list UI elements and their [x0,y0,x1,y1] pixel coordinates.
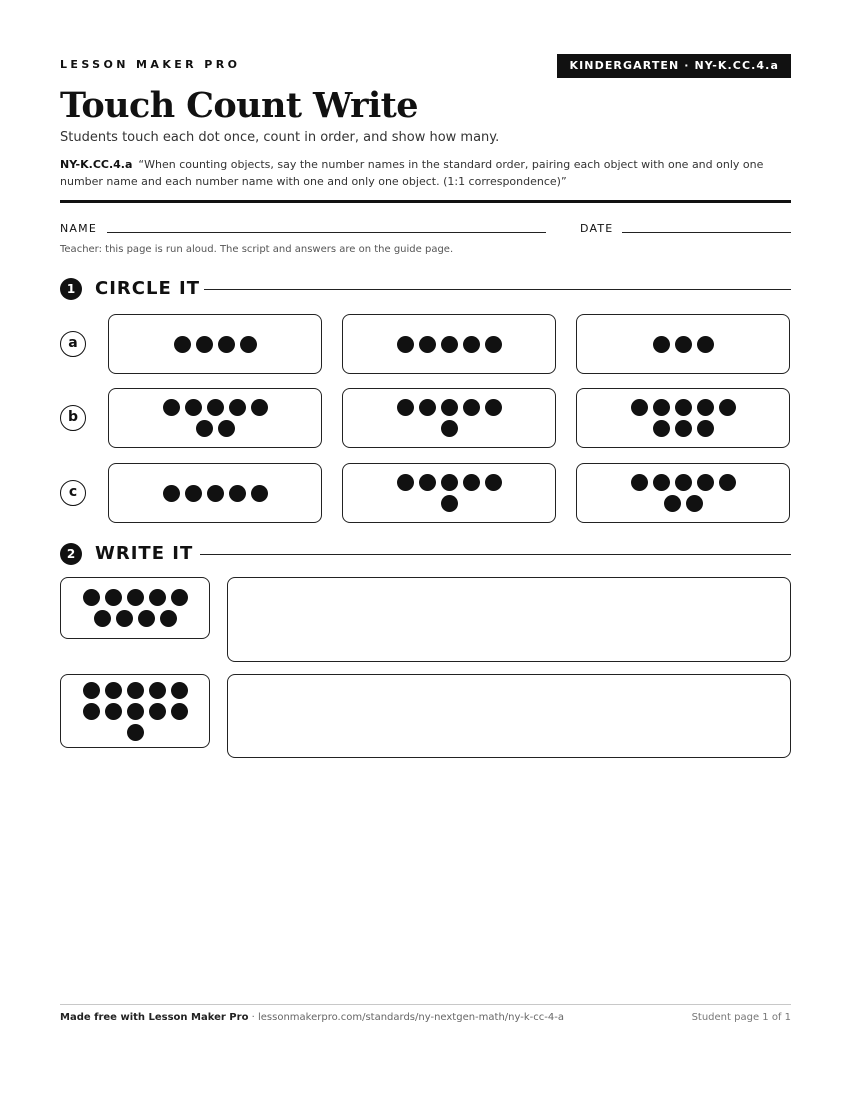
count-dot[interactable] [653,336,670,353]
grade-standard-badge: KINDERGARTEN · NY-K.CC.4.a [557,54,791,78]
dot-row [397,399,502,416]
count-dot[interactable] [149,703,166,720]
count-dot[interactable] [196,420,213,437]
dot-row [174,336,257,353]
count-dot[interactable] [185,399,202,416]
count-dot[interactable] [653,399,670,416]
footer-made-with: Made free with Lesson Maker Pro [60,1012,249,1023]
brand-name: LESSON MAKER PRO [60,58,241,71]
header-divider [60,200,791,203]
count-dot[interactable] [675,420,692,437]
count-dot[interactable] [719,474,736,491]
footer-credit [60,1012,564,1023]
answer-write-box[interactable] [227,674,791,758]
count-dot[interactable] [160,610,177,627]
dot-group-box[interactable] [108,388,322,448]
footer-separator: · [248,1012,258,1023]
dot-group-box[interactable] [576,463,790,523]
dot-row [397,336,502,353]
name-label: NAME [60,222,97,235]
name-line[interactable] [107,232,546,233]
count-dot[interactable] [653,474,670,491]
count-dot[interactable] [229,485,246,502]
count-dot[interactable] [127,589,144,606]
dot-group-box [60,674,210,748]
dot-group-box [60,577,210,639]
dot-row [631,474,736,491]
count-dot[interactable] [83,682,100,699]
page-title: Touch Count Write [60,85,418,126]
count-dot[interactable] [127,682,144,699]
count-dot[interactable] [485,336,502,353]
section-rule [204,289,791,290]
row-letter-b: b [60,405,86,431]
footer-page-info: Student page 1 of 1 [691,1012,791,1023]
count-dot[interactable] [138,610,155,627]
dot-row [653,336,714,353]
section-number-badge: 1 [60,278,82,300]
count-dot[interactable] [163,399,180,416]
dot-row [196,420,235,437]
dot-group-box[interactable] [576,314,790,374]
count-dot[interactable] [697,420,714,437]
count-dot[interactable] [419,336,436,353]
dot-row [664,495,703,512]
count-dot[interactable] [441,474,458,491]
count-dot[interactable] [441,420,458,437]
dot-group-box[interactable] [342,388,556,448]
count-dot[interactable] [127,724,144,741]
count-dot[interactable] [207,399,224,416]
standard-code: NY-K.CC.4.a [60,158,133,171]
count-dot[interactable] [149,682,166,699]
count-dot[interactable] [397,399,414,416]
dot-row [441,495,458,512]
count-dot[interactable] [218,420,235,437]
footer-url[interactable]: lessonmakerpro.com/standards/ny-nextgen-math/ny-k-cc-4-a [257,1012,564,1023]
section-circle-it-header [60,276,791,302]
date-line[interactable] [622,232,791,233]
count-dot[interactable] [419,399,436,416]
count-dot[interactable] [463,336,480,353]
count-dot[interactable] [653,420,670,437]
count-dot[interactable] [697,474,714,491]
count-dot[interactable] [94,610,111,627]
section-title: CIRCLE IT [95,278,200,299]
count-dot[interactable] [171,682,188,699]
count-dot[interactable] [218,336,235,353]
count-dot[interactable] [441,399,458,416]
count-dot[interactable] [675,474,692,491]
section-rule [200,554,791,555]
count-dot[interactable] [171,703,188,720]
count-dot[interactable] [697,336,714,353]
row-letter-c: c [60,480,86,506]
dot-row [397,474,502,491]
count-dot[interactable] [196,336,213,353]
dot-row [94,610,177,627]
count-dot[interactable] [174,336,191,353]
count-dot[interactable] [675,336,692,353]
standard-text: “When counting objects, say the number names in the standard order, pairing each object with one and only one number name and each number name with one and only one object. (1:1 correspondence)” [60,158,764,188]
teacher-note: Teacher: this page is run aloud. The script and answers are on the guide page. [60,244,454,255]
count-dot[interactable] [441,336,458,353]
count-dot[interactable] [485,474,502,491]
count-dot[interactable] [207,485,224,502]
count-dot[interactable] [463,399,480,416]
count-dot[interactable] [441,495,458,512]
count-dot[interactable] [686,495,703,512]
count-dot[interactable] [185,485,202,502]
answer-write-box[interactable] [227,577,791,662]
count-dot[interactable] [397,336,414,353]
dot-group-box[interactable] [342,314,556,374]
count-dot[interactable] [171,589,188,606]
count-dot[interactable] [127,703,144,720]
count-dot[interactable] [83,589,100,606]
count-dot[interactable] [116,610,133,627]
count-dot[interactable] [397,474,414,491]
dot-group-box[interactable] [342,463,556,523]
count-dot[interactable] [664,495,681,512]
section-title: WRITE IT [95,543,194,564]
page-subtitle: Students touch each dot once, count in order, and show how many. [60,130,500,145]
dot-row [653,420,714,437]
dot-row [83,703,188,720]
count-dot[interactable] [83,703,100,720]
dot-row [83,682,188,699]
section-number-badge: 2 [60,543,82,565]
count-dot[interactable] [631,399,648,416]
count-dot[interactable] [240,336,257,353]
count-dot[interactable] [163,485,180,502]
dot-group-box[interactable] [576,388,790,448]
worksheet-page [60,0,791,1100]
count-dot[interactable] [229,399,246,416]
dot-row [631,399,736,416]
dot-row [127,724,144,741]
footer-divider [60,1004,791,1005]
count-dot[interactable] [463,474,480,491]
count-dot[interactable] [675,399,692,416]
count-dot[interactable] [719,399,736,416]
section-write-it-header [60,541,791,567]
count-dot[interactable] [149,589,166,606]
count-dot[interactable] [419,474,436,491]
dot-group-box[interactable] [108,463,322,523]
count-dot[interactable] [105,589,122,606]
row-letter-a: a [60,331,86,357]
count-dot[interactable] [631,474,648,491]
date-label: DATE [580,222,614,235]
count-dot[interactable] [485,399,502,416]
dot-row [441,420,458,437]
dot-group-box[interactable] [108,314,322,374]
dot-row [163,485,268,502]
standard-description [60,156,791,190]
count-dot[interactable] [251,399,268,416]
count-dot[interactable] [105,703,122,720]
count-dot[interactable] [697,399,714,416]
count-dot[interactable] [105,682,122,699]
count-dot[interactable] [251,485,268,502]
dot-row [83,589,188,606]
dot-row [163,399,268,416]
